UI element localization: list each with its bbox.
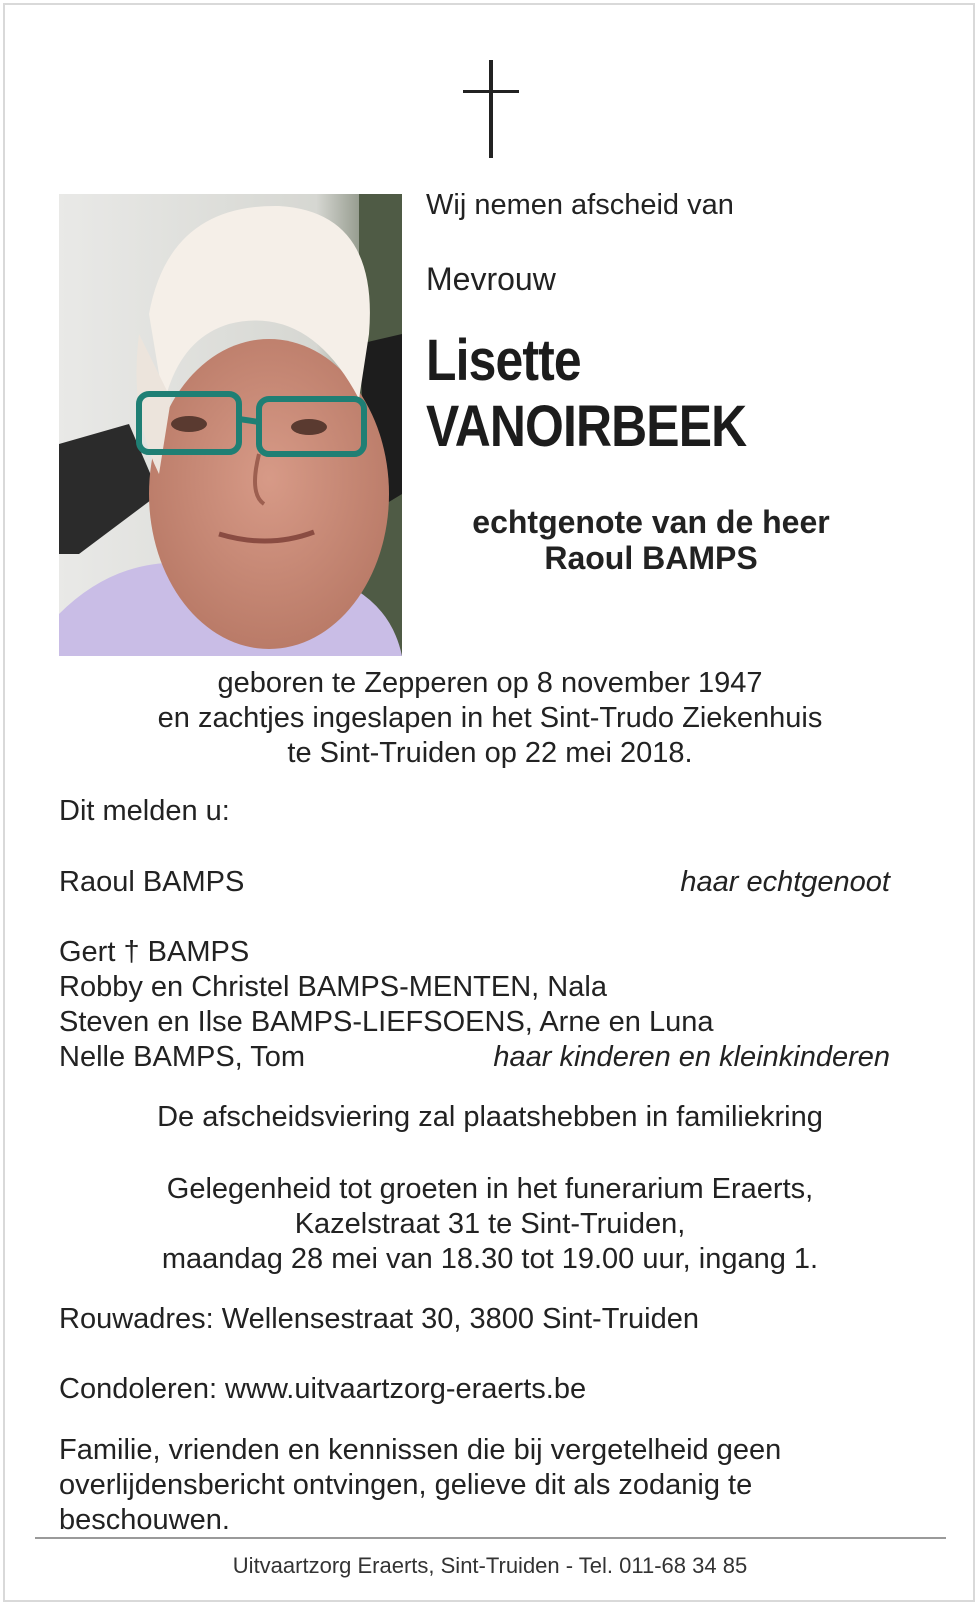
family-member: Gert † BAMPS — [59, 936, 250, 968]
family-member: Robby en Christel BAMPS-MENTEN, Nala — [59, 971, 607, 1003]
announce-text: Dit melden u: — [59, 795, 230, 827]
notice-text: Familie, vrienden en kennissen die bij vergetelheid geen overlijdensbericht ontvingen, gelieve dit als zodanig te beschouwen. — [59, 1434, 782, 1536]
salutation: Mevrouw — [426, 261, 556, 297]
born-line-2: en zachtjes ingeslapen in het Sint-Trudo Ziekenhuis — [157, 702, 823, 734]
spouse-heading — [426, 504, 876, 576]
last-name: VANOIRBEEK — [426, 394, 747, 459]
spouse-line-1: echtgenote van de heer — [472, 504, 830, 540]
born-line-1: geboren te Zepperen op 8 november 1947 — [217, 667, 763, 699]
visit-line-2: Kazelstraat 31 te Sint-Truiden, — [294, 1208, 686, 1240]
visit-line-1: Gelegenheid tot groeten in het funerarium Eraerts, — [166, 1173, 814, 1205]
family-member: Steven en Ilse BAMPS-LIEFSOENS, Arne en Luna — [59, 1006, 714, 1038]
mourning-address: Rouwadres: Wellensestraat 30, 3800 Sint-Truiden — [59, 1303, 699, 1335]
birth-death-info — [0, 666, 980, 771]
deceased-name — [426, 328, 746, 460]
spouse-entry-name: Raoul BAMPS — [59, 866, 245, 898]
children-relation: haar kinderen en kleinkinderen — [493, 1041, 890, 1073]
visitation-info — [0, 1172, 980, 1277]
footer-text: Uitvaartzorg Eraerts, Sint-Truiden - Tel. 011-68 34 85 — [232, 1553, 748, 1578]
visit-line-3: maandag 28 mei van 18.30 tot 19.00 uur, ingang 1. — [161, 1243, 819, 1275]
first-name: Lisette — [426, 328, 581, 393]
family-member: Nelle BAMPS, Tom — [59, 1041, 306, 1073]
footer-divider — [35, 1537, 946, 1539]
condolences-text: Condoleren: www.uitvaartzorg-eraerts.be — [59, 1373, 587, 1405]
portrait-photo — [59, 194, 402, 656]
intro-text: Wij nemen afscheid van — [426, 189, 734, 221]
spouse-line-2: Raoul BAMPS — [544, 540, 758, 576]
cross-icon — [463, 60, 519, 158]
spouse-entry-relation: haar echtgenoot — [680, 866, 890, 898]
ceremony-text: De afscheidsviering zal plaatshebben in familiekring — [157, 1101, 823, 1133]
born-line-3: te Sint-Truiden op 22 mei 2018. — [287, 737, 693, 769]
